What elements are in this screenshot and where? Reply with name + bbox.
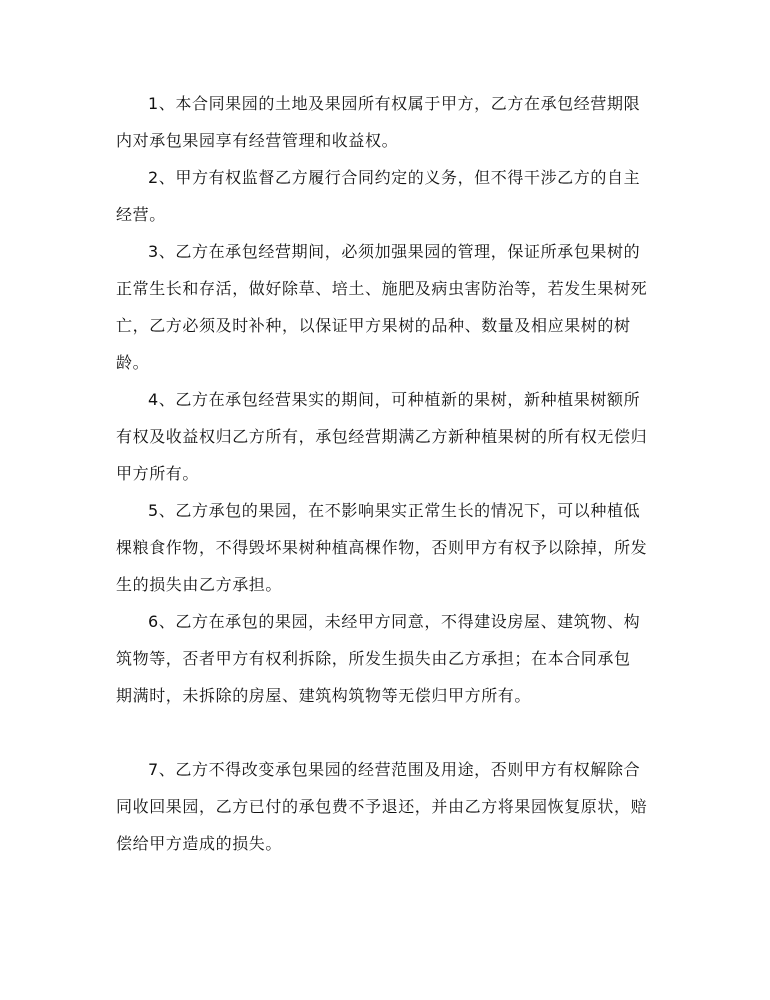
clause-1: 1、本合同果园的土地及果园所有权属于甲方，乙方在承包经营期限内对承包果园享有经营管理和收益权。 <box>116 94 641 150</box>
clause-6: 6、乙方在承包的果园，未经甲方同意，不得建设房屋、建筑物、构筑物等，否者甲方有权利拆除，所发生损失由乙方承担；在本合同承包期满时，未拆除的房屋、建筑构筑物等无偿归甲方所有。 <box>116 612 641 705</box>
clause-3: 3、乙方在承包经营期间，必须加强果园的管理，保证所承包果树的正常生长和存活，做好除草、培土、施肥及病虫害防治等，若发生果树死亡，乙方必须及时补种，以保证甲方果树的品种、数量及相应果树的树龄。 <box>116 242 648 372</box>
clause-5: 5、乙方承包的果园，在不影响果实正常生长的情况下，可以种植低棵粮食作物，不得毁坏果树种植高棵作物，否则甲方有权予以除掉，所发生的损失由乙方承担。 <box>116 501 648 594</box>
clause-2: 2、甲方有权监督乙方履行合同约定的义务，但不得干涉乙方的自主经营。 <box>116 168 641 224</box>
clause-7: 7、乙方不得改变承包果园的经营范围及用途，否则甲方有权解除合同收回果园，乙方已付的承包费不予退还，并由乙方将果园恢复原状，赔偿给甲方造成的损失。 <box>116 760 648 853</box>
clause-4: 4、乙方在承包经营果实的期间，可种植新的果树，新种植果树额所有权及收益权归乙方所有，承包经营期满乙方新种植果树的所有权无偿归甲方所有。 <box>116 390 648 483</box>
